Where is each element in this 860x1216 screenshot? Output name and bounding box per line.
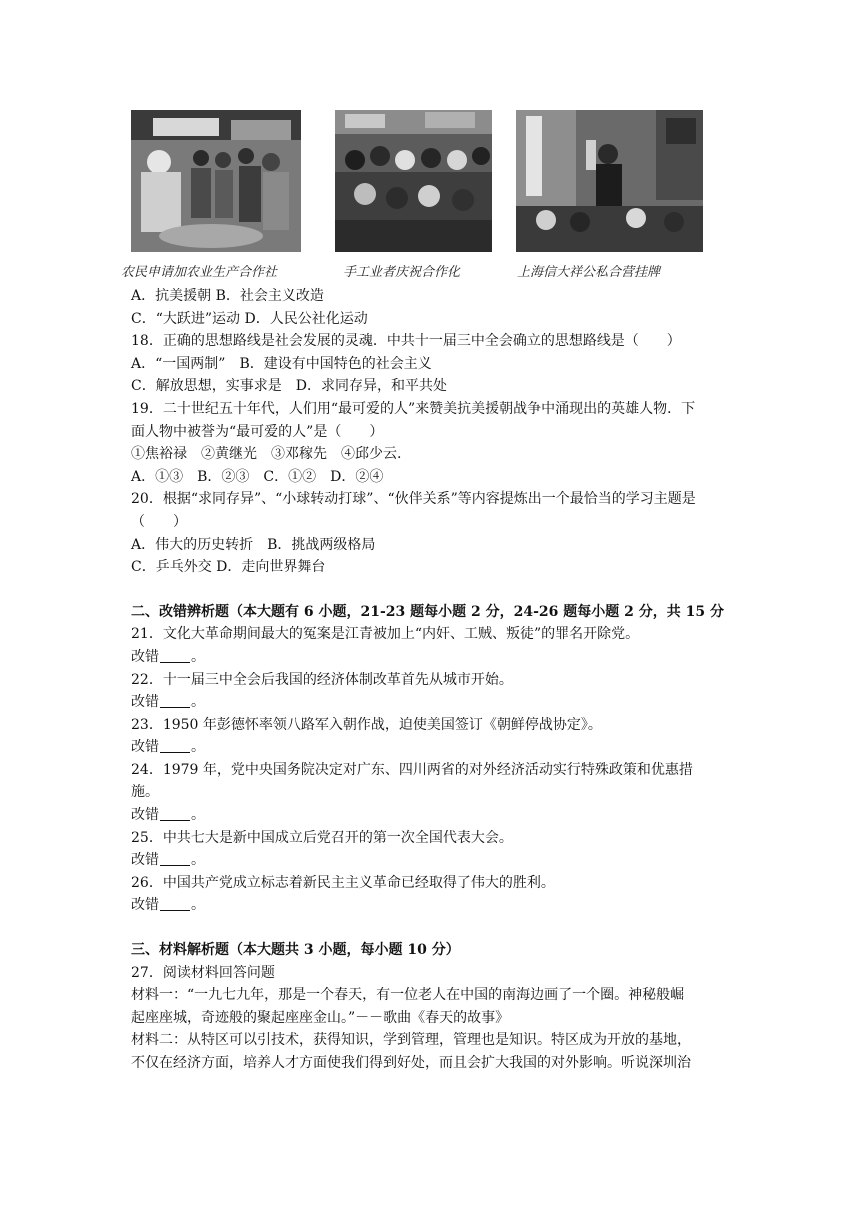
q20-option-b: B．挑战两级格局	[267, 536, 376, 553]
answer-blank[interactable]	[160, 693, 190, 708]
q20-option-c: C．乒乓外交	[131, 559, 212, 576]
material2-line2: 不仅在经济方面，培养人才方面使我们得到好处，而且会扩大我国的对外影响。听说深圳治	[131, 1055, 691, 1071]
q22-stem: 22．十一届三中全会后我国的经济体制改革首先从城市开始。	[131, 671, 513, 688]
q20-options-cd	[131, 556, 731, 579]
q20-stem-line1: 20．根据“求同存异”、“小球转动打球”、“伙伴关系”等内容提炼出一个最恰当的学习主题是	[131, 491, 696, 508]
q18-option-b: B．建设有中国特色的社会主义	[239, 355, 432, 372]
correction-period: 。	[191, 897, 205, 914]
photo-caption-3: 上海信大祥公私合营挂牌	[517, 265, 661, 280]
q18-options-cd	[131, 375, 731, 398]
material2-line1: 材料二：从特区可以引技术，获得知识，学到管理，管理也是知识。特区成为开放的基地，	[131, 1032, 691, 1049]
answer-blank[interactable]	[160, 738, 190, 753]
photo-caption-1: 农民申请加农业生产合作社	[121, 265, 278, 280]
photo-handicraft-workers	[335, 110, 492, 252]
correction-label: 改错	[131, 897, 159, 914]
answer-blank[interactable]	[160, 896, 190, 911]
q20-option-d: D．走向世界舞台	[216, 559, 326, 576]
q21-stem: 21．文化大革命期间最大的冤案是江青被加上“内奸、工贼、叛徒”的罪名开除党。	[131, 626, 640, 643]
q18-option-a: A．“一国两制”	[131, 355, 226, 372]
photo-captions	[121, 261, 703, 281]
q26-stem: 26．中国共产党成立标志着新民主主义革命已经取得了伟大的胜利。	[131, 874, 555, 891]
answer-blank[interactable]	[160, 851, 190, 866]
photo-shanghai-joint-venture	[516, 110, 703, 252]
q24-stem-line2: 施。	[131, 784, 159, 801]
q26-correction	[131, 894, 731, 917]
correction-label: 改错	[131, 648, 159, 665]
section2-heading: 二、改错辨析题（本大题有 6 小题，21-23 题每小题 2 分，24-26 题每小题 2 分，共 15 分	[131, 603, 724, 620]
q19-stem-line2: 面人物中被誉为“最可爱的人”是（ ）	[131, 423, 384, 440]
section3-heading: 三、材料解析题（本大题共 3 小题，每小题 10 分）	[131, 942, 460, 959]
q20-stem-line2: （ ）	[131, 513, 187, 530]
historical-photos	[131, 110, 703, 252]
q17-option-d: D．人民公社化运动	[244, 310, 368, 327]
q19-option-c: C．①②	[263, 468, 317, 485]
correction-period: 。	[191, 807, 205, 824]
material1-line1: 材料一：“一九七九年，那是一个春天，有一位老人在中国的南海边画了一个圈。神秘般崛	[131, 987, 685, 1004]
correction-period: 。	[191, 694, 205, 711]
q27-stem: 27．阅读材料回答问题	[131, 964, 275, 981]
correction-period: 。	[191, 739, 205, 756]
q17-option-b: B．社会主义改造	[215, 288, 324, 304]
answer-blank[interactable]	[160, 648, 190, 663]
answer-blank[interactable]	[160, 806, 190, 821]
correction-label: 改错	[131, 694, 159, 711]
q19-option-b: B．②③	[197, 468, 250, 485]
q21-correction	[131, 646, 731, 669]
q24-stem-line1: 24．1979 年，党中央国务院决定对广东、四川两省的对外经济活动实行特殊政策和优惠措	[131, 761, 693, 778]
q23-correction	[131, 736, 731, 759]
q17-option-c: C．“大跃进”运动	[131, 310, 241, 327]
correction-label: 改错	[131, 852, 159, 869]
q17-options-ab	[131, 285, 731, 308]
q20-options-ab	[131, 534, 731, 557]
q19-option-a: A．①③	[131, 468, 184, 485]
q18-stem: 18．正确的思想路线是社会发展的灵魂．中共十一届三中全会确立的思想路线是（ ）	[131, 333, 681, 350]
q19-items	[131, 443, 731, 466]
correction-label: 改错	[131, 807, 159, 824]
q18-option-c: C．解放思想，实事求是	[131, 378, 282, 395]
q19-options	[131, 466, 731, 489]
photo-caption-2: 手工业者庆祝合作化	[343, 265, 461, 280]
q24-correction	[131, 804, 731, 827]
material1-line2: 起座座城，奇迹般的聚起座座金山。”－－歌曲《春天的故事》	[131, 1009, 510, 1026]
q19-stem-line1: 19．二十世纪五十年代，人们用“最可爱的人”来赞美抗美援朝战争中涌现出的英雄人物．下	[131, 400, 696, 417]
correction-period: 。	[191, 648, 205, 665]
exam-content	[131, 285, 731, 1075]
q22-correction	[131, 691, 731, 714]
q17-options-cd	[131, 308, 731, 331]
q19-item-2: ②黄继光	[201, 446, 257, 463]
q19-item-3: ③邓稼先	[271, 446, 327, 463]
q23-stem: 23．1950 年彭德怀率领八路军入朝作战，迫使美国签订《朝鲜停战协定》。	[131, 716, 602, 733]
photo-farmers-cooperative	[131, 110, 301, 252]
q19-option-d: D．②④	[330, 468, 384, 485]
correction-label: 改错	[131, 739, 159, 756]
correction-period: 。	[191, 852, 205, 869]
q25-stem: 25．中共七大是新中国成立后党召开的第一次全国代表大会。	[131, 829, 513, 846]
q19-item-1: ①焦裕禄	[131, 446, 187, 463]
q20-option-a: A．伟大的历史转折	[131, 536, 254, 553]
q18-options-ab	[131, 353, 731, 376]
q18-option-d: D．求同存异，和平共处	[295, 378, 447, 395]
q19-item-4: ④邱少云.	[341, 446, 402, 463]
q17-option-a: A．抗美援朝	[131, 288, 212, 304]
q25-correction	[131, 849, 731, 872]
